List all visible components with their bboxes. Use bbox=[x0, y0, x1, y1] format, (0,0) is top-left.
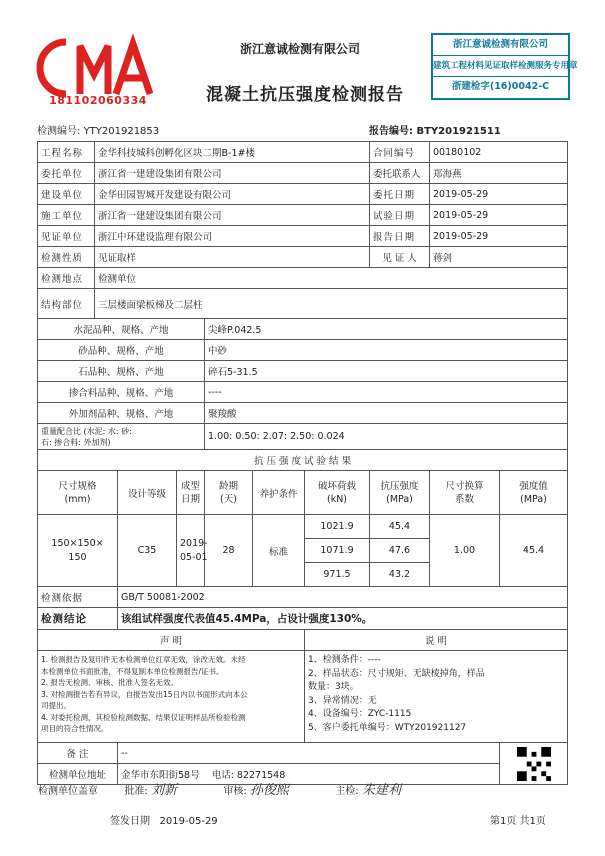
company-name: 浙江意诚检测有限公司 bbox=[239, 42, 360, 56]
row-builder: 建设单位 金华田园智城开发建设有限公司 委托日期 2019-05-29 bbox=[38, 184, 568, 205]
page-number: 第1页 共1页 bbox=[490, 816, 546, 827]
strength-3: 43.2 bbox=[370, 563, 430, 587]
signatures-line: 检测单位盖章 批准: 刘新 审核: 孙俊熙 主检: 朱建利 bbox=[38, 783, 401, 798]
row-results-title: 抗 压 强 度 试 验 结 果 bbox=[38, 450, 568, 471]
qr-code-icon bbox=[517, 747, 551, 781]
row-additive: 外加剂品种、规格、产地 聚羧酸 bbox=[38, 403, 568, 424]
report-table bbox=[37, 141, 568, 785]
cma-logo bbox=[38, 36, 156, 102]
strength-1: 45.4 bbox=[370, 515, 430, 539]
row-results-header: 尺寸规格 (mm) 设计等级 成型 日期 龄期 (天) 养护条件 破坏荷载 (kN) 抗压强度 (MPa) 尺寸换算 系数 强度值 (MPa) bbox=[38, 471, 568, 515]
report-no: BTY201921511 bbox=[416, 126, 501, 137]
row-basis: 检测依据 GB/T 50081-2002 bbox=[38, 587, 568, 608]
test-no-label: 检测编号: bbox=[37, 126, 81, 137]
row-witness-unit: 见证单位 浙江中环建设监理有限公司 报告日期 2019-05-29 bbox=[38, 226, 568, 247]
row-conclusion: 检测结论 该组试样强度代表值45.4MPa，占设计强度130%。 bbox=[38, 608, 568, 630]
stamp-line-3: 浙建检字(16)0042-C bbox=[451, 81, 550, 92]
qualification-stamp bbox=[431, 33, 578, 100]
report-title: 混凝土抗压强度检测报告 bbox=[206, 85, 404, 105]
issue-date-line: 签发日期 2019-05-29 bbox=[110, 816, 218, 827]
stamp-line-1: 浙江意诚检测有限公司 bbox=[433, 35, 568, 56]
cma-number: 181102060334 bbox=[49, 94, 147, 107]
row-sand: 砂品种、规格、产地 中砂 bbox=[38, 340, 568, 361]
row-nature: 检测性质 见证取样 见 证 人 蒋剑 bbox=[38, 247, 568, 268]
approver-signature: 刘新 bbox=[150, 783, 177, 798]
load-2: 1071.9 bbox=[305, 539, 370, 563]
row-stmt-titles: 声 明 说 明 bbox=[38, 630, 568, 651]
row-remark: 备 注 -- bbox=[38, 743, 568, 764]
row-stmt-body bbox=[38, 651, 568, 743]
load-3: 971.5 bbox=[305, 563, 370, 587]
report-no-label: 报告编号: bbox=[369, 126, 413, 137]
row-part: 结构部位 三层楼面梁板梯及二层柱 bbox=[38, 289, 568, 319]
reviewer-signature: 孙俊熙 bbox=[249, 783, 289, 798]
notes-text: 1、检测条件：---- 2、样品状态：尺寸规矩、无缺棱掉角，样品 数量：3块。 3、异常情况：无 4、设备编号：ZYC-1115 5、客户委托单编号：WTY201921127 bbox=[305, 651, 568, 743]
row-client: 委托单位 浙江省一建建设集团有限公司 委托联系人 郑海燕 bbox=[38, 163, 568, 184]
row-address: 检测单位地址 金华市东阳街58号 电话: 82271548 bbox=[38, 764, 568, 785]
strength-2: 47.6 bbox=[370, 539, 430, 563]
load-1: 1021.9 bbox=[305, 515, 370, 539]
row-stone: 石品种、规格、产地 碎石5-31.5 bbox=[38, 361, 568, 382]
row-location: 检测地点 检测单位 bbox=[38, 268, 568, 289]
row-cement: 水泥品种、规格、产地 尖峰P.042.5 bbox=[38, 319, 568, 340]
row-ratio: 重量配合比 (水泥: 水: 砂: 石: 掺合料: 外加剂) 1.00: 0.50: 2.07: 2.50: 0.024 bbox=[38, 424, 568, 450]
stamp-line-2: 建筑工程材料见证取样检测服务专用章 bbox=[433, 56, 568, 77]
row-constructor: 施工单位 浙江省一建建设集团有限公司 试验日期 2019-05-29 bbox=[38, 205, 568, 226]
test-no: YTY201921853 bbox=[83, 126, 160, 137]
inspector-signature: 朱建利 bbox=[361, 783, 401, 798]
row-admixture: 掺合料品种、规格、产地 ---- bbox=[38, 382, 568, 403]
row-result-1: 150×150× 150 C35 2019- 05-01 28 标准 1021.9 45.4 1.00 45.4 bbox=[38, 515, 568, 539]
statement-text: 1. 检测报告及复印件无本检测单位红章无效，涂改无效。未经 本检测单位书面批准，不得复制本单位检测报告/证书。 2. 报告无检测、审核、批准人签名无效。 3. 对检测报告若有异议，自报告发出15日内以书面形式向本公 司提出。 4. 对委托检测，其检验检测数据、结果仅证明样品所检验检测 项目的符合性情况。 bbox=[38, 651, 305, 743]
row-project: 工程名称 金华科技城科创孵化区块二期B-1#楼 合同编号 00180102 bbox=[38, 142, 568, 163]
project-value: 金华科技城科创孵化区块二期B-1#楼 bbox=[95, 142, 370, 163]
